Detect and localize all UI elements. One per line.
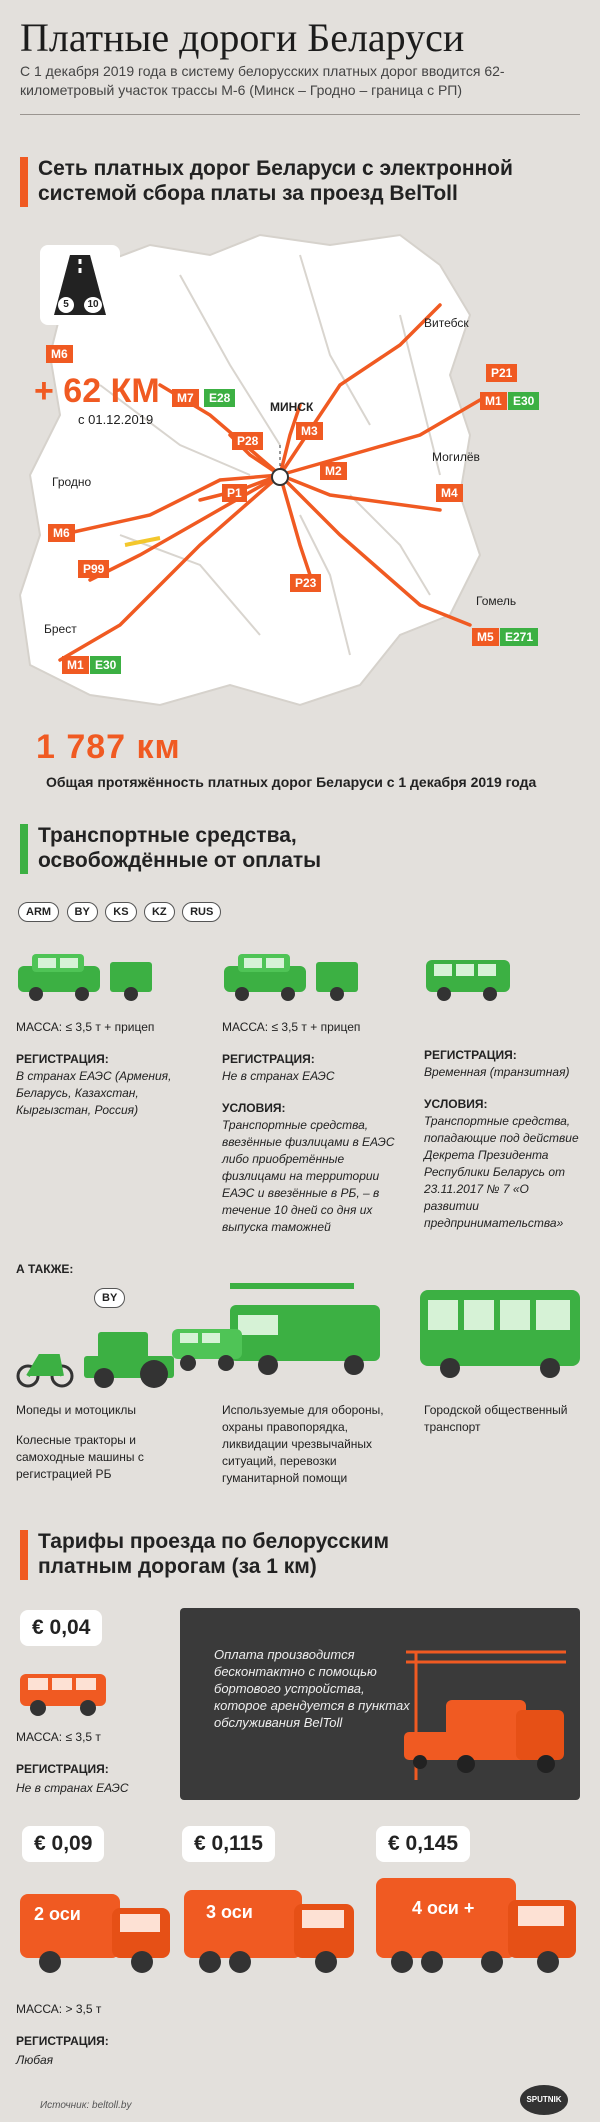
- truck-mass: МАССА: > 3,5 т: [16, 2002, 102, 2016]
- header-divider: [20, 114, 580, 115]
- tractor-plate: BY: [94, 1288, 125, 1308]
- plate-by: BY: [67, 902, 98, 922]
- city-vitebsk: Витебск: [424, 316, 469, 330]
- road-tag-p99: P99: [78, 560, 109, 578]
- city-mogilev: Могилёв: [432, 450, 480, 464]
- sputnik-logo: SPUTNIK: [520, 2085, 568, 2115]
- axles-2-label: 2 оси: [34, 1904, 81, 1924]
- section-marker: [20, 824, 28, 874]
- also-item-public-transport: Городской общественный транспорт: [424, 1403, 568, 1434]
- road-tag-e30-ne: E30: [508, 392, 539, 410]
- network-section-title: Сеть платных дорог Беларуси с электронной системой сбора платы за проезд BelToll: [38, 157, 513, 205]
- road-tag-p23: P23: [290, 574, 321, 592]
- toll-gantry-truck-icon: [396, 1640, 576, 1790]
- exempt-column-eaeu: МАССА: ≤ 3,5 т + прицеп РЕГИСТРАЦИЯ: В странах ЕАЭС (Армения, Беларусь, Казахстан, Кыргызстан, Россия): [16, 1020, 196, 1119]
- section-marker: [20, 1530, 28, 1580]
- total-length-caption: Общая протяжённость платных дорог Беларуси с 1 декабря 2019 года: [46, 774, 537, 790]
- motorway-sign: [40, 245, 120, 325]
- exempt-column-non-eaeu: МАССА: ≤ 3,5 т + прицеп РЕГИСТРАЦИЯ: Не в странах ЕАЭС УСЛОВИЯ: Транспортные средства, ввезённые физлицами в ЕАЭС либо приобретённые физлицами на территории ЕАЭС и ввезённые в РБ, – в течение 10 дней со дня их выпуска таможней: [222, 1020, 402, 1236]
- truck-reg-label: РЕГИСТРАЦИЯ:: [16, 2034, 109, 2048]
- road-tag-m3: M3: [296, 422, 323, 440]
- road-tag-p21: P21: [486, 364, 517, 382]
- car-reg-label: РЕГИСТРАЦИЯ:: [16, 1762, 109, 1776]
- city-gomel: Гомель: [476, 594, 517, 608]
- section-marker: [20, 157, 28, 207]
- road-tag-e271: E271: [500, 628, 538, 646]
- emergency-vehicles-icon: [168, 1275, 388, 1385]
- plate-ks: KS: [105, 902, 136, 922]
- road-tag-m2: M2: [320, 462, 347, 480]
- city-brest: Брест: [44, 622, 77, 636]
- road-tag-m6-main: M6: [46, 345, 73, 363]
- total-length: 1 787 км: [36, 728, 181, 766]
- road-tag-m7: M7: [172, 389, 199, 407]
- plate-rus: RUS: [182, 902, 221, 922]
- road-tag-e30-sw: E30: [90, 656, 121, 674]
- also-item-emergency: Используемые для обороны, охраны правопорядка, ликвидации чрезвычайных ситуаций, перевозки гуманитарной помощи: [222, 1403, 384, 1485]
- road-tag-p1: P1: [222, 484, 247, 502]
- road-tag-e28: E28: [204, 389, 235, 407]
- price-2-axles: € 0,09: [22, 1826, 104, 1862]
- truck-3-axles-icon: [180, 1880, 360, 1980]
- exempt-section-title: Транспортные средства, освобождённые от оплаты: [38, 824, 322, 872]
- price-4-axles: € 0,145: [376, 1826, 470, 1862]
- road-tag-m6: M6: [48, 524, 75, 542]
- plate-arm: ARM: [18, 902, 59, 922]
- car-icon: [424, 948, 514, 1004]
- axles-4-label: 4 оси +: [412, 1898, 475, 1918]
- payment-info-text: Оплата производится бесконтактно с помощью бортового устройства, которое арендуется в пунктах обслуживания BelToll: [214, 1647, 410, 1730]
- page-title: Платные дороги Беларуси: [20, 15, 465, 60]
- car-mass: МАССА: ≤ 3,5 т: [16, 1730, 101, 1744]
- source-note: Источник: beltoll.by: [40, 2100, 132, 2111]
- road-tag-m1-sw: M1: [62, 656, 89, 674]
- truck-4-axles-icon: [372, 1870, 582, 1980]
- added-km: + 62 КМ: [34, 372, 160, 410]
- added-date: с 01.12.2019: [78, 412, 154, 427]
- truck-2-axles-icon: [16, 1880, 176, 1980]
- road-tag-m5: M5: [472, 628, 499, 646]
- also-label: А ТАКЖЕ:: [16, 1262, 74, 1276]
- exempt-column-transit: РЕГИСТРАЦИЯ: Временная (транзитная) УСЛОВИЯ: Транспортные средства, попадающие под действие Декрета Президента Республики Беларусь от 23.11.2017 № 7 «О развитии предпринимательства»: [424, 1048, 579, 1230]
- page-subtitle: С 1 декабря 2019 года в систему белорусских платных дорог вводится 62-километровый участок трассы М-6 (Минск – Гродно – граница с РП): [20, 63, 505, 98]
- tariffs-section-title: Тарифы проезда по белорусским платным дорогам (за 1 км): [38, 1530, 390, 1578]
- minsk-marker: [272, 469, 288, 485]
- city-minsk: МИНСК: [270, 400, 314, 414]
- price-3-axles: € 0,115: [182, 1826, 275, 1862]
- speed-sign-left: 5: [58, 297, 74, 313]
- mass-row: МАССА: ≤ 3,5 т + прицеп: [16, 1020, 155, 1034]
- plate-list: [18, 902, 224, 922]
- mass-row: МАССА: ≤ 3,5 т + прицеп: [222, 1020, 361, 1034]
- plate-kz: KZ: [144, 902, 175, 922]
- car-reg-value: Не в странах ЕАЭС: [16, 1781, 129, 1795]
- price-car: € 0,04: [20, 1610, 102, 1646]
- bus-icon: [416, 1286, 586, 1382]
- road-tag-p28: P28: [232, 432, 263, 450]
- road-tag-m1-ne: M1: [480, 392, 507, 410]
- axles-3-label: 3 оси: [206, 1902, 253, 1922]
- city-grodno: Гродно: [52, 475, 92, 489]
- car-with-trailer-icon: [222, 948, 362, 1004]
- also-item-mopeds: Мопеды и мотоциклы: [16, 1403, 136, 1417]
- car-with-trailer-icon: [16, 948, 156, 1004]
- motorway-icon: [40, 245, 120, 325]
- truck-reg-value: Любая: [16, 2053, 54, 2067]
- car-orange-icon: [16, 1660, 116, 1720]
- speed-sign-right: 10: [84, 297, 102, 313]
- also-item-tractors: Колесные тракторы и самоходные машины с регистрацией РБ: [16, 1433, 144, 1481]
- road-tag-m4: M4: [436, 484, 463, 502]
